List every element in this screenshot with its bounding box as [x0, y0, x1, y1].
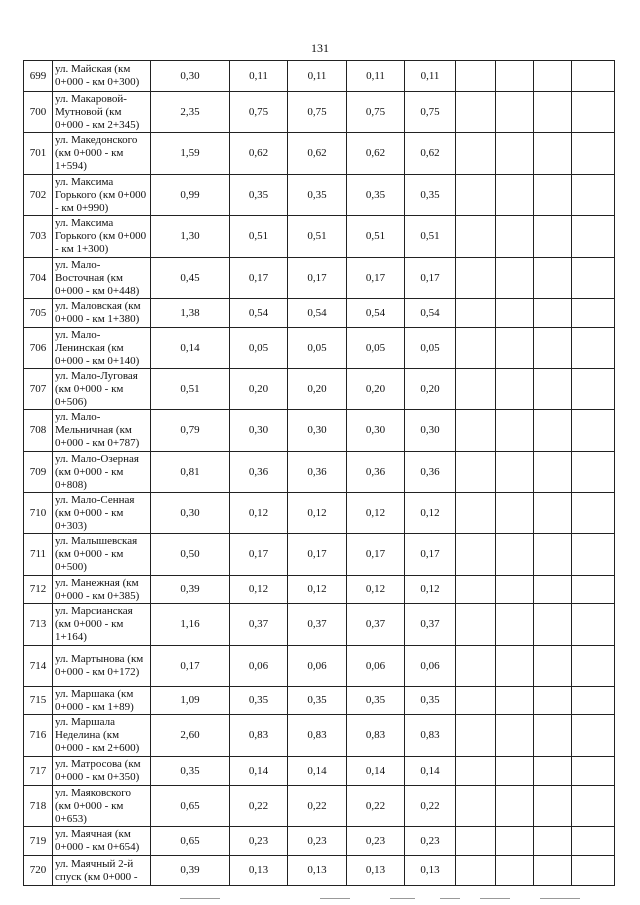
- value-cell: 0,17: [347, 258, 405, 299]
- value-cell: 0,36: [347, 452, 405, 493]
- value-cell: 2,60: [151, 715, 230, 757]
- empty-cell: [456, 452, 496, 493]
- road-name: ул. Мало-Восточная (км 0+000 - км 0+448): [53, 258, 151, 299]
- empty-cell: [496, 493, 534, 534]
- value-cell: 0,06: [288, 646, 347, 687]
- scan-artifact-marks: [180, 898, 620, 903]
- table-row: [24, 493, 615, 534]
- value-cell: 0,62: [405, 133, 456, 175]
- empty-cell: [572, 61, 615, 92]
- value-cell: 0,30: [151, 61, 230, 92]
- empty-cell: [496, 646, 534, 687]
- empty-cell: [534, 410, 572, 452]
- value-cell: 0,12: [230, 576, 288, 604]
- road-name: ул. Манежная (км 0+000 - км 0+385): [53, 576, 151, 604]
- value-cell: 0,11: [230, 61, 288, 92]
- value-cell: 0,51: [230, 216, 288, 258]
- empty-cell: [572, 715, 615, 757]
- road-name: ул. Мало-Луговая (км 0+000 - км 0+506): [53, 369, 151, 410]
- value-cell: 0,13: [288, 856, 347, 886]
- row-number: 707: [24, 369, 53, 410]
- value-cell: 0,35: [151, 757, 230, 786]
- page-number: 131: [311, 41, 329, 55]
- value-cell: 0,37: [405, 604, 456, 646]
- value-cell: 0,35: [288, 687, 347, 715]
- value-cell: 0,54: [288, 299, 347, 328]
- empty-cell: [456, 534, 496, 576]
- value-cell: 0,23: [347, 827, 405, 856]
- value-cell: 0,14: [288, 757, 347, 786]
- empty-cell: [534, 61, 572, 92]
- value-cell: 0,39: [151, 576, 230, 604]
- table-row: [24, 534, 615, 576]
- value-cell: 0,75: [288, 92, 347, 133]
- empty-cell: [496, 786, 534, 827]
- empty-cell: [534, 715, 572, 757]
- empty-cell: [572, 604, 615, 646]
- road-name: ул. Маршака (км 0+000 - км 1+89): [53, 687, 151, 715]
- table-row: [24, 328, 615, 369]
- empty-cell: [456, 175, 496, 216]
- empty-cell: [456, 646, 496, 687]
- empty-cell: [496, 92, 534, 133]
- value-cell: 0,51: [288, 216, 347, 258]
- value-cell: 0,12: [288, 493, 347, 534]
- table-row: [24, 410, 615, 452]
- empty-cell: [572, 410, 615, 452]
- value-cell: 0,12: [347, 493, 405, 534]
- row-number: 714: [24, 646, 53, 687]
- value-cell: 0,05: [230, 328, 288, 369]
- empty-cell: [572, 92, 615, 133]
- empty-cell: [496, 258, 534, 299]
- road-name: ул. Мало-Мельничная (км 0+000 - км 0+787): [53, 410, 151, 452]
- empty-cell: [534, 92, 572, 133]
- empty-cell: [496, 61, 534, 92]
- empty-cell: [534, 299, 572, 328]
- table-row: [24, 299, 615, 328]
- value-cell: 0,36: [405, 452, 456, 493]
- row-number: 718: [24, 786, 53, 827]
- row-number: 717: [24, 757, 53, 786]
- table-row: [24, 715, 615, 757]
- value-cell: 0,51: [151, 369, 230, 410]
- value-cell: 1,16: [151, 604, 230, 646]
- value-cell: 0,35: [347, 687, 405, 715]
- value-cell: 0,30: [288, 410, 347, 452]
- value-cell: 0,06: [230, 646, 288, 687]
- value-cell: 0,20: [230, 369, 288, 410]
- table-row: [24, 646, 615, 687]
- empty-cell: [496, 328, 534, 369]
- value-cell: 0,17: [347, 534, 405, 576]
- row-number: 716: [24, 715, 53, 757]
- road-name: ул. Малышевская (км 0+000 - км 0+500): [53, 534, 151, 576]
- empty-cell: [572, 493, 615, 534]
- table-row: [24, 92, 615, 133]
- empty-cell: [572, 258, 615, 299]
- value-cell: 0,65: [151, 827, 230, 856]
- road-name: ул. Мало-Ленинская (км 0+000 - км 0+140): [53, 328, 151, 369]
- road-name: ул. Марсианская (км 0+000 - км 1+164): [53, 604, 151, 646]
- value-cell: 0,54: [230, 299, 288, 328]
- value-cell: 0,62: [230, 133, 288, 175]
- empty-cell: [496, 604, 534, 646]
- table-row: [24, 61, 615, 92]
- value-cell: 0,75: [230, 92, 288, 133]
- value-cell: 0,65: [151, 786, 230, 827]
- value-cell: 0,22: [405, 786, 456, 827]
- row-number: 712: [24, 576, 53, 604]
- road-name: ул. Майская (км 0+000 - км 0+300): [53, 61, 151, 92]
- value-cell: 0,75: [347, 92, 405, 133]
- value-cell: 0,22: [288, 786, 347, 827]
- value-cell: 0,17: [405, 258, 456, 299]
- empty-cell: [572, 856, 615, 886]
- empty-cell: [456, 328, 496, 369]
- value-cell: 0,14: [347, 757, 405, 786]
- road-name: ул. Мартынова (км 0+000 - км 0+172): [53, 646, 151, 687]
- empty-cell: [456, 133, 496, 175]
- table-row: [24, 369, 615, 410]
- empty-cell: [496, 133, 534, 175]
- empty-cell: [534, 576, 572, 604]
- empty-cell: [534, 687, 572, 715]
- road-name: ул. Маршала Неделина (км 0+000 - км 2+600): [53, 715, 151, 757]
- value-cell: 0,79: [151, 410, 230, 452]
- empty-cell: [456, 216, 496, 258]
- empty-cell: [534, 646, 572, 687]
- row-number: 713: [24, 604, 53, 646]
- table-row: [24, 452, 615, 493]
- empty-cell: [456, 369, 496, 410]
- table-row: [24, 133, 615, 175]
- row-number: 709: [24, 452, 53, 493]
- value-cell: 0,11: [288, 61, 347, 92]
- value-cell: 0,36: [288, 452, 347, 493]
- value-cell: 0,30: [151, 493, 230, 534]
- value-cell: 0,35: [230, 687, 288, 715]
- value-cell: 0,62: [347, 133, 405, 175]
- road-name: ул. Маяковского (км 0+000 - км 0+653): [53, 786, 151, 827]
- table-row: [24, 258, 615, 299]
- row-number: 700: [24, 92, 53, 133]
- value-cell: 2,35: [151, 92, 230, 133]
- empty-cell: [572, 534, 615, 576]
- value-cell: 0,13: [347, 856, 405, 886]
- row-number: 708: [24, 410, 53, 452]
- empty-cell: [456, 92, 496, 133]
- value-cell: 0,20: [405, 369, 456, 410]
- empty-cell: [572, 175, 615, 216]
- empty-cell: [456, 827, 496, 856]
- empty-cell: [572, 576, 615, 604]
- value-cell: 0,36: [230, 452, 288, 493]
- empty-cell: [456, 493, 496, 534]
- value-cell: 0,06: [347, 646, 405, 687]
- empty-cell: [572, 827, 615, 856]
- value-cell: 0,12: [405, 576, 456, 604]
- value-cell: 0,35: [405, 175, 456, 216]
- empty-cell: [496, 715, 534, 757]
- empty-cell: [572, 328, 615, 369]
- empty-cell: [456, 786, 496, 827]
- empty-cell: [534, 175, 572, 216]
- empty-cell: [534, 216, 572, 258]
- empty-cell: [534, 258, 572, 299]
- road-table: [23, 60, 615, 886]
- empty-cell: [456, 410, 496, 452]
- road-name: ул. Максима Горького (км 0+000 - км 1+300): [53, 216, 151, 258]
- value-cell: 0,35: [288, 175, 347, 216]
- row-number: 720: [24, 856, 53, 886]
- value-cell: 0,14: [230, 757, 288, 786]
- empty-cell: [456, 299, 496, 328]
- value-cell: 0,14: [405, 757, 456, 786]
- empty-cell: [496, 369, 534, 410]
- empty-cell: [496, 576, 534, 604]
- empty-cell: [572, 299, 615, 328]
- value-cell: 0,17: [151, 646, 230, 687]
- value-cell: 0,35: [230, 175, 288, 216]
- value-cell: 0,12: [347, 576, 405, 604]
- empty-cell: [534, 133, 572, 175]
- empty-cell: [534, 757, 572, 786]
- empty-cell: [456, 715, 496, 757]
- road-name: ул. Максима Горького (км 0+000 - км 0+990): [53, 175, 151, 216]
- table-row: [24, 576, 615, 604]
- empty-cell: [456, 856, 496, 886]
- empty-cell: [496, 452, 534, 493]
- value-cell: 0,30: [405, 410, 456, 452]
- empty-cell: [496, 757, 534, 786]
- row-number: 711: [24, 534, 53, 576]
- value-cell: 0,37: [288, 604, 347, 646]
- value-cell: 0,75: [405, 92, 456, 133]
- empty-cell: [572, 452, 615, 493]
- row-number: 703: [24, 216, 53, 258]
- value-cell: 0,99: [151, 175, 230, 216]
- value-cell: 0,35: [405, 687, 456, 715]
- value-cell: 0,83: [230, 715, 288, 757]
- table-row: [24, 216, 615, 258]
- value-cell: 0,05: [288, 328, 347, 369]
- empty-cell: [572, 786, 615, 827]
- empty-cell: [496, 410, 534, 452]
- road-name: ул. Мало-Сенная (км 0+000 - км 0+303): [53, 493, 151, 534]
- empty-cell: [572, 216, 615, 258]
- road-name: ул. Маячный 2-й спуск (км 0+000 -: [53, 856, 151, 886]
- empty-cell: [534, 493, 572, 534]
- empty-cell: [534, 786, 572, 827]
- value-cell: 0,13: [405, 856, 456, 886]
- value-cell: 0,83: [405, 715, 456, 757]
- value-cell: 0,05: [405, 328, 456, 369]
- table-row: [24, 786, 615, 827]
- value-cell: 0,83: [347, 715, 405, 757]
- value-cell: 0,37: [347, 604, 405, 646]
- empty-cell: [456, 61, 496, 92]
- value-cell: 0,12: [405, 493, 456, 534]
- value-cell: 0,20: [347, 369, 405, 410]
- row-number: 702: [24, 175, 53, 216]
- value-cell: 0,51: [347, 216, 405, 258]
- empty-cell: [496, 299, 534, 328]
- row-number: 719: [24, 827, 53, 856]
- empty-cell: [572, 757, 615, 786]
- empty-cell: [534, 827, 572, 856]
- empty-cell: [456, 687, 496, 715]
- table-row: [24, 827, 615, 856]
- value-cell: 0,50: [151, 534, 230, 576]
- value-cell: 0,30: [347, 410, 405, 452]
- empty-cell: [456, 757, 496, 786]
- empty-cell: [456, 604, 496, 646]
- value-cell: 0,83: [288, 715, 347, 757]
- empty-cell: [572, 687, 615, 715]
- table-row: [24, 687, 615, 715]
- value-cell: 0,45: [151, 258, 230, 299]
- empty-cell: [572, 133, 615, 175]
- empty-cell: [456, 576, 496, 604]
- empty-cell: [572, 369, 615, 410]
- empty-cell: [496, 856, 534, 886]
- value-cell: 0,22: [347, 786, 405, 827]
- value-cell: 0,23: [405, 827, 456, 856]
- value-cell: 0,17: [230, 258, 288, 299]
- table-row: [24, 175, 615, 216]
- empty-cell: [496, 687, 534, 715]
- empty-cell: [534, 452, 572, 493]
- value-cell: 0,17: [230, 534, 288, 576]
- value-cell: 0,17: [405, 534, 456, 576]
- empty-cell: [496, 175, 534, 216]
- value-cell: 1,30: [151, 216, 230, 258]
- value-cell: 0,54: [405, 299, 456, 328]
- table-row: [24, 856, 615, 886]
- value-cell: 0,35: [347, 175, 405, 216]
- value-cell: 0,13: [230, 856, 288, 886]
- value-cell: 1,38: [151, 299, 230, 328]
- value-cell: 0,17: [288, 258, 347, 299]
- empty-cell: [572, 646, 615, 687]
- empty-cell: [496, 534, 534, 576]
- row-number: 706: [24, 328, 53, 369]
- value-cell: 0,81: [151, 452, 230, 493]
- value-cell: 0,17: [288, 534, 347, 576]
- row-number: 699: [24, 61, 53, 92]
- row-number: 704: [24, 258, 53, 299]
- table-row: [24, 757, 615, 786]
- value-cell: 0,22: [230, 786, 288, 827]
- value-cell: 0,06: [405, 646, 456, 687]
- row-number: 715: [24, 687, 53, 715]
- value-cell: 0,20: [288, 369, 347, 410]
- empty-cell: [534, 328, 572, 369]
- row-number: 705: [24, 299, 53, 328]
- empty-cell: [534, 369, 572, 410]
- empty-cell: [534, 856, 572, 886]
- value-cell: 0,51: [405, 216, 456, 258]
- value-cell: 0,37: [230, 604, 288, 646]
- row-number: 710: [24, 493, 53, 534]
- row-number: 701: [24, 133, 53, 175]
- value-cell: 0,62: [288, 133, 347, 175]
- value-cell: 1,09: [151, 687, 230, 715]
- road-name: ул. Маячная (км 0+000 - км 0+654): [53, 827, 151, 856]
- value-cell: 0,05: [347, 328, 405, 369]
- value-cell: 0,12: [230, 493, 288, 534]
- value-cell: 0,11: [405, 61, 456, 92]
- road-name: ул. Маловская (км 0+000 - км 1+380): [53, 299, 151, 328]
- value-cell: 0,14: [151, 328, 230, 369]
- empty-cell: [496, 827, 534, 856]
- value-cell: 0,23: [230, 827, 288, 856]
- road-name: ул. Матросова (км 0+000 - км 0+350): [53, 757, 151, 786]
- value-cell: 1,59: [151, 133, 230, 175]
- road-name: ул. Мало-Озерная (км 0+000 - км 0+808): [53, 452, 151, 493]
- empty-cell: [534, 534, 572, 576]
- value-cell: 0,23: [288, 827, 347, 856]
- empty-cell: [534, 604, 572, 646]
- value-cell: 0,30: [230, 410, 288, 452]
- road-name: ул. Макаровой-Мутновой (км 0+000 - км 2+345): [53, 92, 151, 133]
- empty-cell: [496, 216, 534, 258]
- value-cell: 0,54: [347, 299, 405, 328]
- value-cell: 0,11: [347, 61, 405, 92]
- road-name: ул. Македонского (км 0+000 - км 1+594): [53, 133, 151, 175]
- value-cell: 0,12: [288, 576, 347, 604]
- empty-cell: [456, 258, 496, 299]
- table-row: [24, 604, 615, 646]
- value-cell: 0,39: [151, 856, 230, 886]
